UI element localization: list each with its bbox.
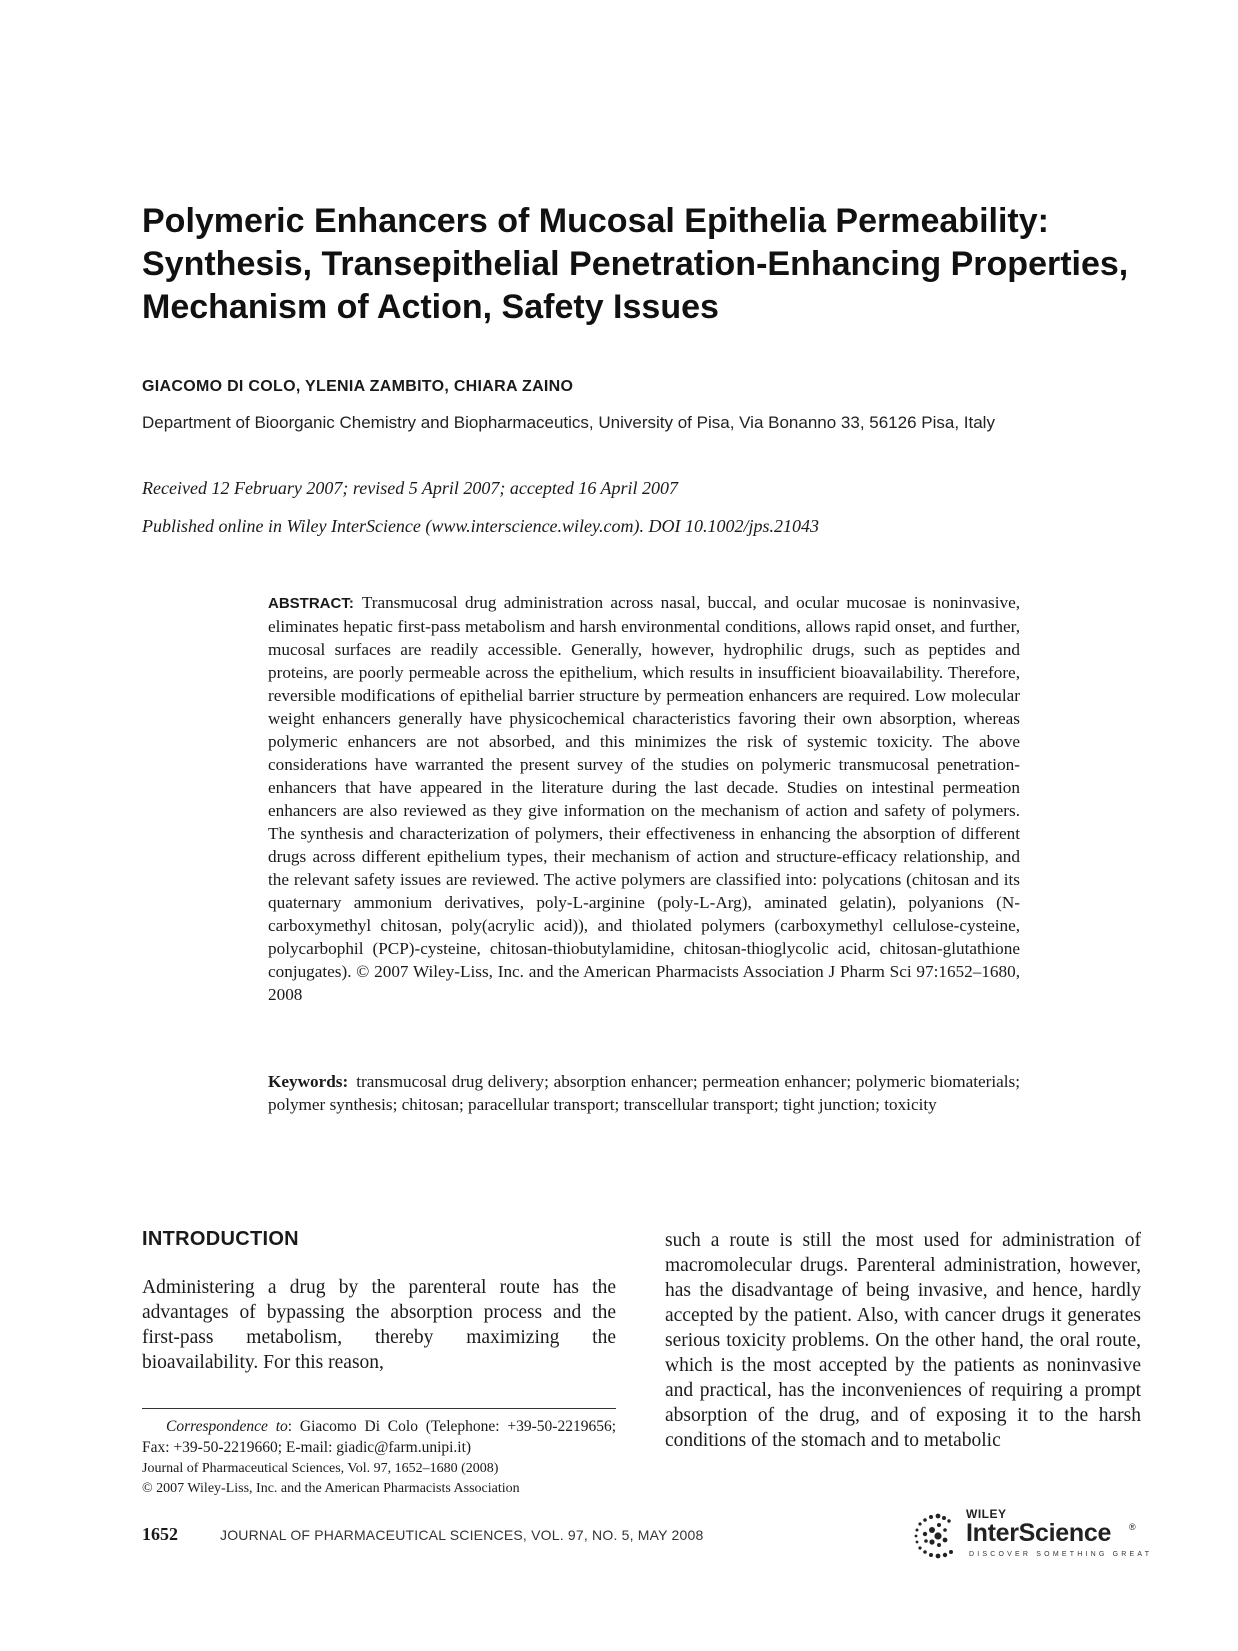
interscience-swirl-icon	[910, 1510, 966, 1562]
copyright-line: © 2007 Wiley-Liss, Inc. and the American Pharmacists Association	[142, 1481, 520, 1496]
author-list: GIACOMO DI COLO, YLENIA ZAMBITO, CHIARA ZAINO	[142, 378, 574, 395]
title-line-2: Synthesis, Transepithelial Penetration-Enhancing Properties,	[142, 245, 1129, 283]
intro-left-column: Administering a drug by the parenteral route has the advantages of bypassing the absorption process and the first-pass metabolism, thereby maximizing the bioavailability. For this reason,	[142, 1277, 616, 1373]
correspondence-text: : Giacomo Di Colo (Telephone: +39-50-2219656; Fax: +39-50-2219660; E-mail: giadic@farm.unipi.it)	[142, 1418, 616, 1456]
section-heading-introduction: INTRODUCTION	[142, 1228, 299, 1250]
publication-info: Published online in Wiley InterScience (www.interscience.wiley.com). DOI 10.1002/jps.21043	[142, 516, 820, 536]
wiley-interscience-logo	[910, 1506, 1153, 1566]
correspondence-footnote	[142, 1416, 616, 1458]
running-footer: JOURNAL OF PHARMACEUTICAL SCIENCES, VOL. 97, NO. 5, MAY 2008	[220, 1527, 704, 1543]
title-line-3: Mechanism of Action, Safety Issues	[142, 288, 719, 326]
page-number: 1652	[142, 1524, 178, 1544]
logo-publisher: WILEY	[966, 1507, 1007, 1521]
logo-tagline: DISCOVER SOMETHING GREAT	[969, 1551, 1153, 1558]
abstract-text: Transmucosal drug administration across nasal, buccal, and ocular mucosae is noninvasive, eliminates hepatic first-pass metabolism and harsh environmental conditions, allows rapid onset, and further, mucosal surfaces are readily accessible. Generally, however, hydrophilic drugs, such as peptides and proteins, are poorly permeable across the epithelium, which results in insufficient bioavailability. Therefore, reversible modifications of epithelial barrier structure by permeation enhancers are required. Low molecular weight enhancers generally have physicochemical characteristics favoring their own absorption, whereas polymeric enhancers are not absorbed, and this minimizes the risk of systemic toxicity. The above considerations have warranted the present survey of the studies on polymeric transmucosal penetration-enhancers that have appeared in the literature during the last decade. Studies on intestinal permeation enhancers are also reviewed as they give information on the mechanism of action and safety of polymers. The synthesis and characterization of polymers, their effectiveness in enhancing the absorption of different drugs across different epithelium types, their mechanism of action and structure-efficacy relationship, and the relevant safety issues are reviewed. The active polymers are classified into: polycations (chitosan and its quaternary ammonium derivatives, poly-L-arginine (poly-L-Arg), aminated gelatin), polyanions (N-carboxymethyl chitosan, poly(acrylic acid)), and thiolated polymers (carboxymethyl cellulose-cysteine, polycarbophil (PCP)-cysteine, chitosan-thiobutylamidine, chitosan-thioglycolic acid, chitosan-glutathione conjugates). © 2007 Wiley-Liss, Inc. and the American Pharmacists Association J Pharm Sci 97:1652–1680, 2008	[268, 593, 1020, 1004]
abstract-label: ABSTRACT:	[268, 595, 354, 612]
intro-right-column: such a route is still the most used for administration of macromolecular drugs. Parenteral administration, however, has the disadvantage of being invasive, and hence, hardly accepted by the patient. Also, with cancer drugs it generates serious toxicity problems. On the other hand, the oral route, which is the most accepted by the patients as noninvasive and practical, has the inconveniences of requiring a prompt absorption of the drug, and of exposing it to the harsh conditions of the stomach and to metabolic	[665, 1230, 1141, 1451]
abstract	[268, 591, 1020, 1006]
correspondence-label: Correspondence to	[166, 1418, 288, 1435]
footnote-divider	[142, 1408, 616, 1409]
keywords	[268, 1070, 1020, 1116]
logo-registered-mark: ®	[1129, 1522, 1136, 1532]
received-dates: Received 12 February 2007; revised 5 April 2007; accepted 16 April 2007	[142, 478, 679, 498]
keywords-label: Keywords:	[268, 1072, 349, 1091]
affiliation: Department of Bioorganic Chemistry and Biopharmaceutics, University of Pisa, Via Bonanno 33, 56126 Pisa, Italy	[142, 413, 995, 432]
journal-citation: Journal of Pharmaceutical Sciences, Vol. 97, 1652–1680 (2008)	[142, 1461, 499, 1476]
article-title	[142, 200, 1142, 329]
keywords-text: transmucosal drug delivery; absorption enhancer; permeation enhancer; polymeric biomaterials; polymer synthesis; chitosan; paracellular transport; transcellular transport; tight junction; toxicity	[268, 1072, 1020, 1114]
title-line-1: Polymeric Enhancers of Mucosal Epithelia Permeability:	[142, 202, 1049, 240]
logo-brand: InterScience	[966, 1519, 1112, 1547]
